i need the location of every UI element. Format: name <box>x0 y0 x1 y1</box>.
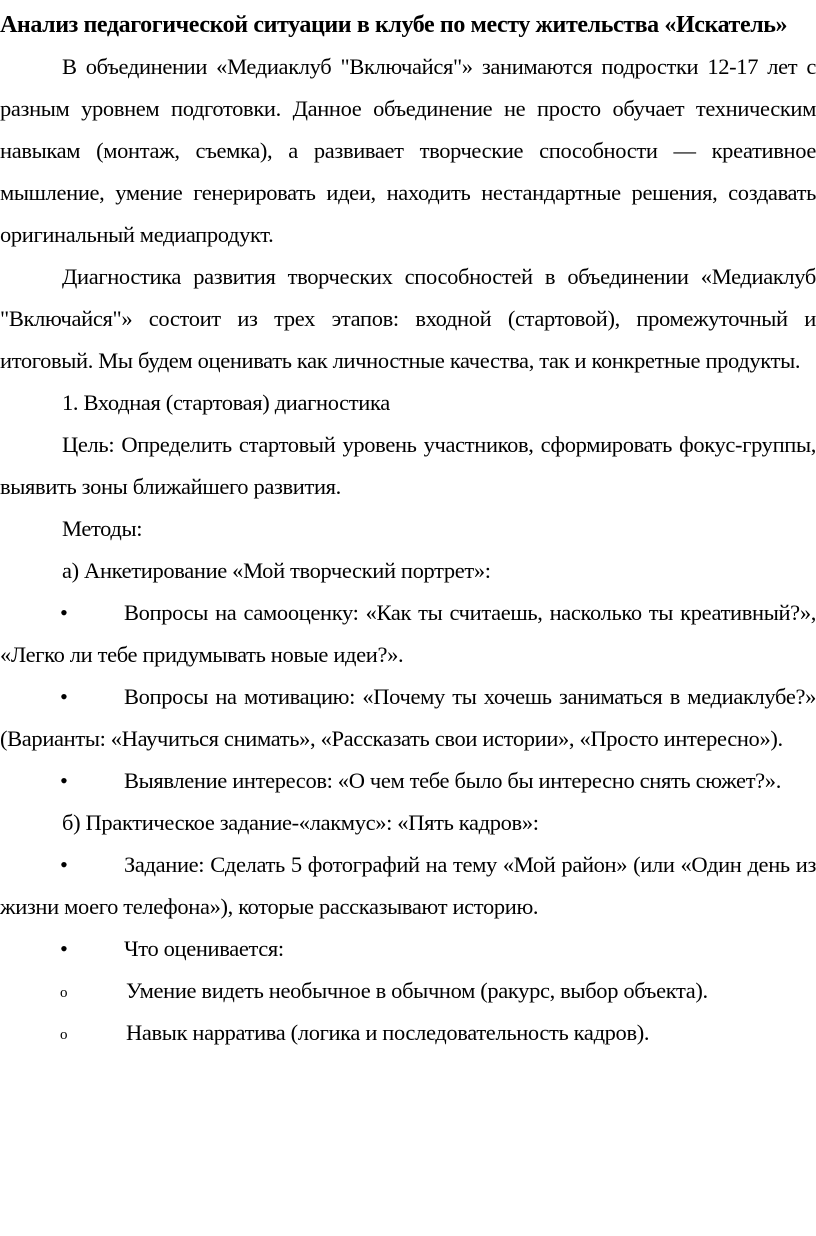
list-item <box>0 760 816 802</box>
paragraph-goal: Цель: Определить стартовый уровень участников, сформировать фокус-группы, выявить зоны ближайшего развития. <box>0 432 816 499</box>
list-item-text: Задание: Сделать 5 фотографий на тему «Мой район» (или «Один день из жизни моего телефона»), которые рассказывают историю. <box>0 852 816 919</box>
sub-list-item-text: Умение видеть необычное в обычном (ракурс, выбор объекта). <box>126 978 708 1003</box>
circle-bullet-icon: o <box>60 1027 68 1043</box>
sub-list-item <box>0 1012 816 1054</box>
bullet-icon: • <box>60 600 68 625</box>
circle-bullet-icon: o <box>60 985 68 1001</box>
list-item-text: Вопросы на мотивацию: «Почему ты хочешь заниматься в медиаклубе?» (Варианты: «Научиться снимать», «Рассказать свои истории», «Просто интересно»). <box>0 684 816 751</box>
list-item-text: Что оценивается: <box>124 936 284 961</box>
document-title: Анализ педагогической ситуации в клубе по месту жительства «Искатель» <box>0 12 788 38</box>
bullet-icon: • <box>60 684 68 709</box>
list-item <box>0 592 816 676</box>
sub-list-item-text: Навык нарратива (логика и последовательность кадров). <box>126 1020 650 1045</box>
list-item <box>0 676 816 760</box>
list-item <box>0 844 816 928</box>
list-item-text: Выявление интересов: «О чем тебе было бы интересно снять сюжет?». <box>124 768 781 793</box>
bullet-icon: • <box>60 768 68 793</box>
list-item-text: Вопросы на самооценку: «Как ты считаешь, насколько ты креативный?», «Легко ли тебе придумывать новые идеи?». <box>0 600 816 667</box>
paragraph-diagnostics: Диагностика развития творческих способностей в объединении «Медиаклуб "Включайся"» состоит из трех этапов: входной (стартовой), промежуточный и итоговый. Мы будем оценивать как личностные качества, так и конкретные продукты. <box>0 264 816 373</box>
section-a: а) Анкетирование «Мой творческий портрет»: <box>62 558 491 583</box>
section-heading-entry: 1. Входная (стартовая) диагностика <box>62 390 390 415</box>
paragraph-intro: В объединении «Медиаклуб "Включайся"» занимаются подростки 12-17 лет с разным уровнем подготовки. Данное объединение не просто обучает техническим навыкам (монтаж, съемка), а развивает творческие способности — креативное мышление, умение генерировать идеи, находить нестандартные решения, создавать оригинальный медиапродукт. <box>0 54 816 247</box>
bullet-icon: • <box>60 936 68 961</box>
paragraph-methods: Методы: <box>62 516 143 541</box>
sub-list-item <box>0 970 816 1012</box>
section-b: б) Практическое задание-«лакмус»: «Пять кадров»: <box>62 810 539 835</box>
list-item <box>0 928 816 970</box>
bullet-icon: • <box>60 852 68 877</box>
